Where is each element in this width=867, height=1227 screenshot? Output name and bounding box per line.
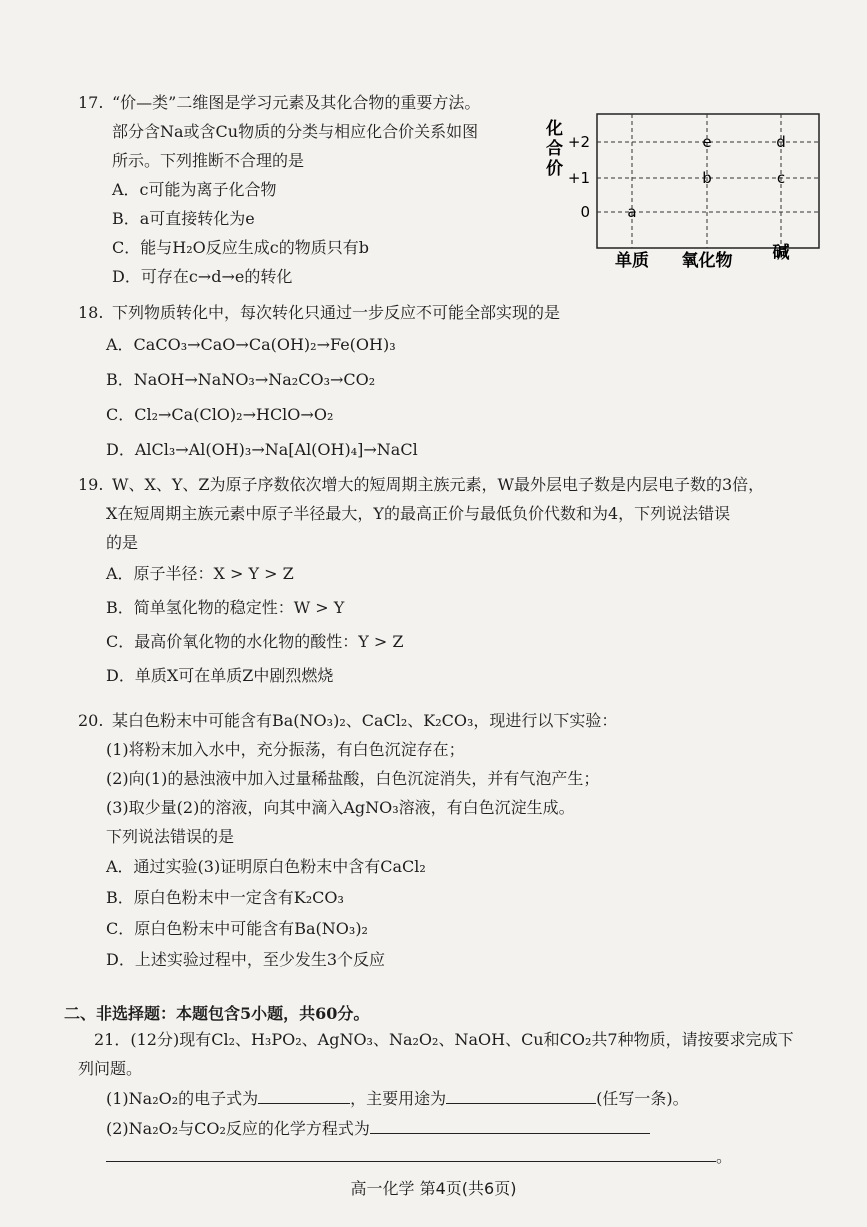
point-label-c: c [776,169,786,187]
answer-blank[interactable] [106,1143,716,1162]
answer-blank[interactable] [258,1085,350,1104]
x-category-label: 碱 [772,243,790,263]
part-2-end: 。 [716,1147,733,1166]
part-1-note: (任写一条)。 [596,1089,689,1108]
point-label-b: b [702,169,712,187]
y-tick-label: 0 [580,203,590,221]
y-tick-label: +1 [567,169,590,187]
y-tick-label: +2 [567,133,590,151]
intro-line: 21．(12分)现有Cl₂、H₃PO₂、AgNO₃、Na₂O₂、NaOH、Cu和CO₂共7种物质，请按要求完成下 [94,1030,794,1049]
question-number: 20. [78,711,104,730]
point-label-d: d [776,133,786,151]
part-2-prompt: (2)Na₂O₂与CO₂反应的化学方程式为 [106,1119,370,1138]
answer-blank[interactable] [370,1115,650,1134]
ask-text: 下列说法错误的是 [106,827,235,846]
experiment-step: (2)向(1)的悬浊液中加入过量稀盐酸，白色沉淀消失，并有气泡产生； [106,769,600,788]
stem-line: 的是 [106,533,139,552]
experiment-step: (1)将粉末加入水中，充分振荡，有白色沉淀存在； [106,740,465,759]
part-2 [78,1115,838,1143]
part-1 [78,1083,838,1115]
option-d: D．AlCl₃→Al(OH)₃→Na[Al(OH)₄]→NaCl [106,440,418,459]
option-c: C．最高价氧化物的水化物的酸性：Y > Z [106,632,404,651]
option-d: D．上述实验过程中，至少发生3个反应 [106,950,386,969]
question-number: 17. [78,93,104,112]
point-label-e: e [702,133,712,151]
page-footer: 高一化学 第4页(共6页) [350,1179,517,1198]
stem-text: 某白色粉末中可能含有Ba(NO₃)₂、CaCl₂、K₂CO₃，现进行以下实验： [112,711,618,730]
question-number: 19. [78,475,104,494]
option-b: B．原白色粉末中一定含有K₂CO₃ [106,888,344,907]
x-category-label: 氧化物 [681,251,733,271]
stem-line: W、X、Y、Z为原子序数依次增大的短周期主族元素，W最外层电子数是内层电子数的3倍， [112,475,765,494]
section-heading: 二、非选择题：本题包含5小题，共60分。 [64,1004,370,1023]
stem-text: 下列物质转化中，每次转化只通过一步反应不可能全部实现的是 [112,303,561,322]
answer-blank[interactable] [446,1085,596,1104]
option-d: D．可存在c→d→e的转化 [112,267,293,286]
option-a: A．CaCO₃→CaO→Ca(OH)₂→Fe(OH)₃ [106,335,396,354]
question-18 [78,298,560,467]
option-b: B．a可直接转化为e [112,209,255,228]
y-title-char: 合 [546,139,563,159]
option-c: C．原白色粉末中可能含有Ba(NO₃)₂ [106,919,368,938]
part-2-continued [78,1143,838,1168]
part-1-prompt: ，主要用途为 [350,1089,447,1108]
question-number: 18. [78,303,104,322]
option-c: C．能与H₂O反应生成c的物质只有b [112,238,369,257]
intro-line: 列问题。 [78,1059,143,1078]
question-17 [78,88,480,291]
option-c: C．Cl₂→Ca(ClO)₂→HClO→O₂ [106,405,334,424]
y-title-char: 化 [546,119,563,139]
part-1-prompt: (1)Na₂O₂的电子式为 [106,1089,259,1108]
y-title-char: 价 [546,159,563,179]
x-category-label: 单质 [615,251,649,271]
stem-line: 部分含Na或含Cu物质的分类与相应化合价关系如图 [112,122,479,141]
y-axis-title: 化合价 [540,104,543,105]
option-a: A．c可能为离子化合物 [112,180,277,199]
stem-line: “价—类”二维图是学习元素及其化合物的重要方法。 [112,93,481,112]
question-21 [78,1025,838,1168]
stem-line: X在短周期主族元素中原子半径最大，Y的最高正价与最低负价代数和为4，下列说法错误 [106,504,731,523]
question-20 [78,706,617,975]
option-a: A．原子半径：X > Y > Z [106,564,294,583]
option-a: A．通过实验(3)证明原白色粉末中含有CaCl₂ [106,857,426,876]
option-d: D．单质X可在单质Z中剧烈燃烧 [106,666,334,685]
stem-line: 所示。下列推断不合理的是 [112,151,305,170]
question-19 [78,470,838,693]
option-b: B．简单氢化物的稳定性：W > Y [106,598,345,617]
option-b: B．NaOH→NaNO₃→Na₂CO₃→CO₂ [106,370,376,389]
valence-class-diagram [540,104,830,274]
experiment-step: (3)取少量(2)的溶液，向其中滴入AgNO₃溶液，有白色沉淀生成。 [106,798,575,817]
point-label-a: a [627,203,637,221]
